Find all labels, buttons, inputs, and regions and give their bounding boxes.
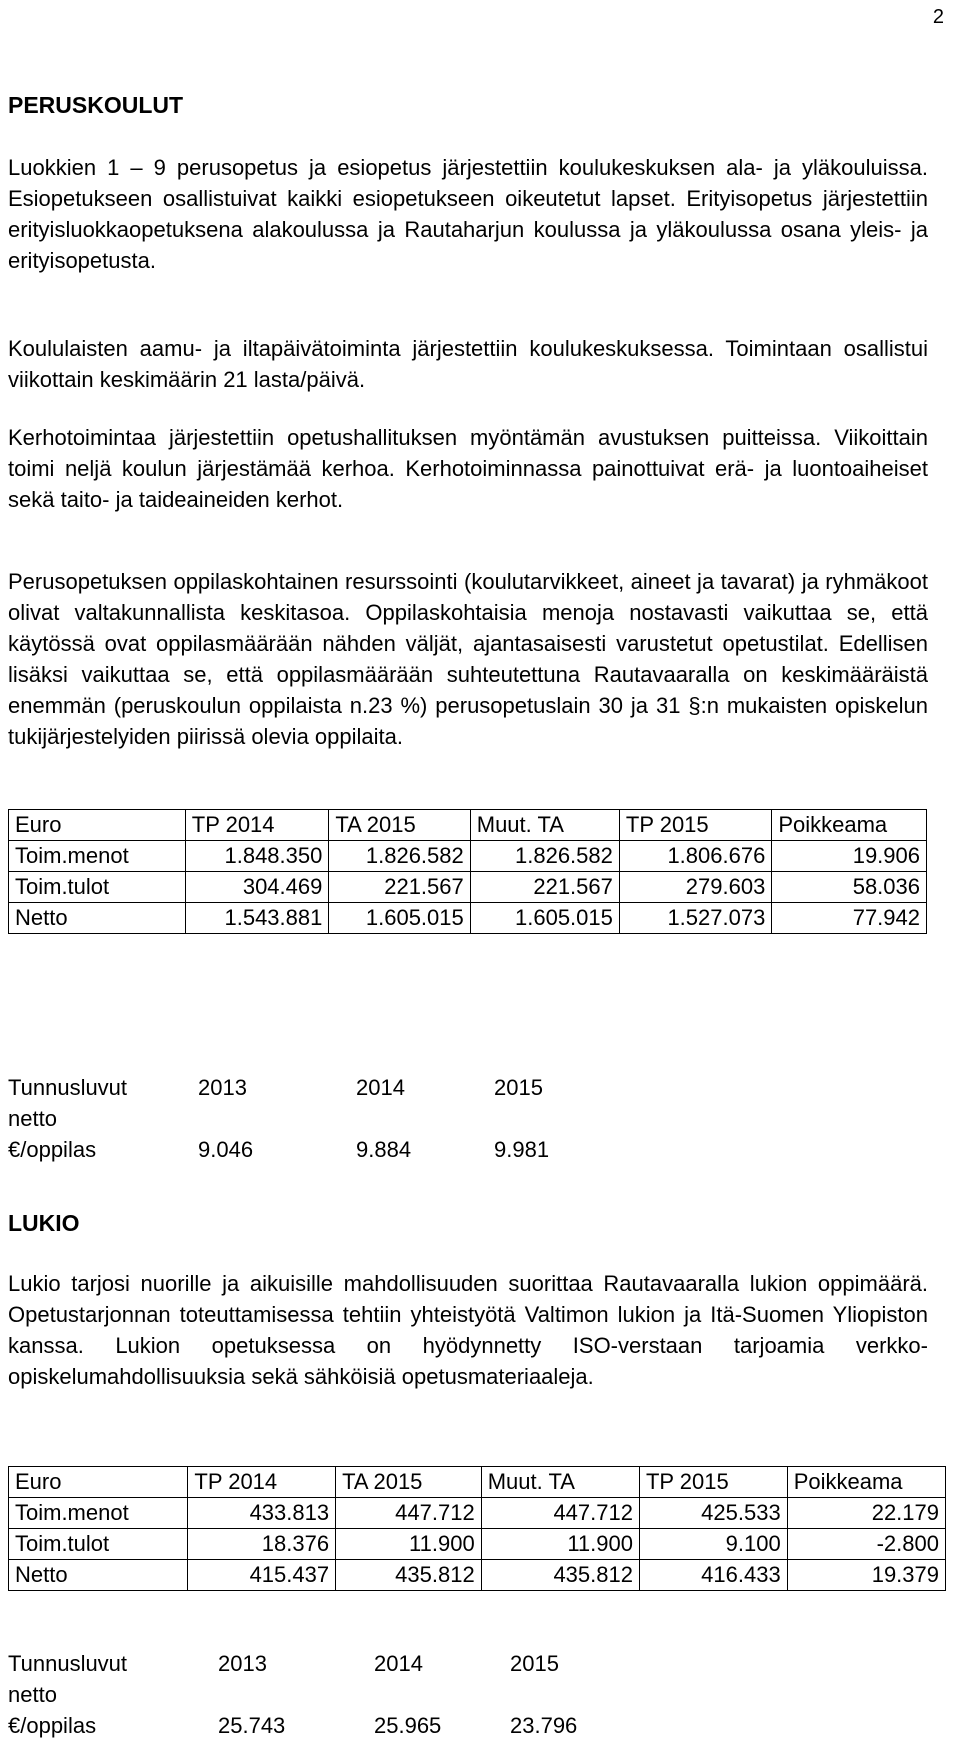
table-cell: 279.603 <box>619 872 771 903</box>
table-cell: 416.433 <box>639 1560 787 1591</box>
table-cell: Toim.menot <box>9 841 186 872</box>
kpi-year: 2015 <box>510 1651 559 1676</box>
kpi-block-peruskoulut <box>8 1072 549 1165</box>
table-cell: Toim.menot <box>9 1498 188 1529</box>
table-cell: 435.812 <box>481 1560 639 1591</box>
table-header-cell: TP 2014 <box>185 810 329 841</box>
table-cell: 433.813 <box>188 1498 336 1529</box>
kpi-label: Tunnusluvut <box>8 1075 128 1100</box>
paragraph: Kerhotoimintaa järjestettiin opetushallituksen myöntämän avustuksen puitteissa. Viikoittain toimi neljä koulun järjestämää kerhoa. Kerhotoiminnassa painottuivat erä- ja luontoaiheiset sekä taito- ja taideaineiden kerhot. <box>8 425 928 512</box>
table-header-cell: Poikkeama <box>772 810 927 841</box>
table-cell: Netto <box>9 903 186 934</box>
kpi-year: 2013 <box>198 1075 247 1100</box>
table-header-cell: Muut. TA <box>481 1467 639 1498</box>
table-row <box>9 1560 946 1591</box>
table-header-cell: Euro <box>9 1467 188 1498</box>
table-header-cell: TP 2015 <box>619 810 771 841</box>
table-cell: 1.806.676 <box>619 841 771 872</box>
table-cell: 58.036 <box>772 872 927 903</box>
table-row <box>9 1498 946 1529</box>
kpi-label: netto <box>8 1106 57 1131</box>
kpi-label: Tunnusluvut <box>8 1651 128 1676</box>
table-row <box>9 1529 946 1560</box>
page-number: 2 <box>932 6 944 28</box>
kpi-value: 9.884 <box>356 1137 412 1162</box>
kpi-label: netto <box>8 1682 57 1707</box>
kpi-value: 25.965 <box>374 1713 442 1738</box>
kpi-block-lukio <box>8 1648 577 1741</box>
table-cell: 19.379 <box>787 1560 945 1591</box>
table-cell: 9.100 <box>639 1529 787 1560</box>
table-cell: 11.900 <box>336 1529 482 1560</box>
budget-table-lukio <box>8 1466 946 1591</box>
table-cell: 1.605.015 <box>329 903 470 934</box>
kpi-value: 9.981 <box>494 1137 550 1162</box>
table-cell: 447.712 <box>336 1498 482 1529</box>
table-cell: 77.942 <box>772 903 927 934</box>
table-cell: 1.848.350 <box>185 841 329 872</box>
table-header-cell: TA 2015 <box>336 1467 482 1498</box>
table-cell: Toim.tulot <box>9 1529 188 1560</box>
table-cell: 425.533 <box>639 1498 787 1529</box>
kpi-year: 2013 <box>218 1651 267 1676</box>
table-row <box>9 903 927 934</box>
table-header-cell: TP 2015 <box>639 1467 787 1498</box>
table-cell: Netto <box>9 1560 188 1591</box>
table-row <box>9 872 927 903</box>
kpi-year: 2014 <box>356 1075 405 1100</box>
table-header-row <box>9 1467 946 1498</box>
paragraph: Luokkien 1 – 9 perusopetus ja esiopetus järjestettiin koulukeskuksen ala- ja yläkouluissa. Esiopetukseen osallistuivat kaikki esiopetukseen oikeutetut lapset. Erityisopetus järjestettiin erityisluokkaopetuksena alakoulussa ja Rautaharjun koulussa ja yläkoulussa osana yleis- ja erityisopetusta. <box>8 155 928 273</box>
kpi-year: 2015 <box>494 1075 543 1100</box>
table-cell: 1.527.073 <box>619 903 771 934</box>
table-cell: 447.712 <box>481 1498 639 1529</box>
kpi-year: 2014 <box>374 1651 423 1676</box>
section-heading-peruskoulut: PERUSKOULUT <box>8 92 184 118</box>
table-cell: 1.543.881 <box>185 903 329 934</box>
table-header-cell: TA 2015 <box>329 810 470 841</box>
table-cell: 435.812 <box>336 1560 482 1591</box>
table-cell: 221.567 <box>329 872 470 903</box>
table-row <box>9 841 927 872</box>
table-cell: -2.800 <box>787 1529 945 1560</box>
table-cell: 415.437 <box>188 1560 336 1591</box>
table-cell: 1.605.015 <box>470 903 619 934</box>
paragraph: Perusopetuksen oppilaskohtainen resurssointi (koulutarvikkeet, aineet ja tavarat) ja ryhmäkoot olivat valtakunnallista keskitasoa. Oppilaskohtaisia menoja nostavasti vaikuttaa se, että käytössä ovat oppilasmäärään nähden väljät, ajantasaisesti varustetut opetustilat. Edellisen lisäksi vaikuttaa se, että oppilasmäärään suhteutettuna Rautavaaralla on keskimääräistä enemmän (peruskoulun oppilaista n.23 %) perusopetuslain 30 ja 31 §:n mukaisten opiskelun tukijärjestelyiden piirissä olevia oppilaita. <box>8 569 928 749</box>
table-cell: 1.826.582 <box>470 841 619 872</box>
table-header-cell: TP 2014 <box>188 1467 336 1498</box>
table-header-cell: Euro <box>9 810 186 841</box>
section-heading-lukio: LUKIO <box>8 1210 80 1236</box>
paragraph: Lukio tarjosi nuorille ja aikuisille mahdollisuuden suorittaa Rautavaaralla lukion oppimäärä. Opetustarjonnan toteuttamisessa tehtiin yhteistyötä Valtimon lukion ja Itä-Suomen Yliopiston kanssa. Lukion opetuksessa on hyödynnetty ISO-verstaan tarjoamia verkko-opiskelumahdollisuuksia sekä sähköisiä opetusmateriaaleja. <box>8 1271 928 1389</box>
table-cell: 18.376 <box>188 1529 336 1560</box>
table-header-cell: Poikkeama <box>787 1467 945 1498</box>
table-header-cell: Muut. TA <box>470 810 619 841</box>
kpi-value: 25.743 <box>218 1713 286 1738</box>
kpi-label: €/oppilas <box>8 1137 97 1162</box>
table-cell: 304.469 <box>185 872 329 903</box>
table-cell: 22.179 <box>787 1498 945 1529</box>
table-header-row <box>9 810 927 841</box>
table-cell: 11.900 <box>481 1529 639 1560</box>
kpi-value: 9.046 <box>198 1137 254 1162</box>
kpi-label: €/oppilas <box>8 1713 97 1738</box>
table-cell: 1.826.582 <box>329 841 470 872</box>
table-cell: 19.906 <box>772 841 927 872</box>
table-cell: Toim.tulot <box>9 872 186 903</box>
paragraph: Koululaisten aamu- ja iltapäivätoiminta järjestettiin koulukeskuksessa. Toimintaan osallistui viikottain keskimäärin 21 lasta/päivä. <box>8 336 928 392</box>
table-cell: 221.567 <box>470 872 619 903</box>
budget-table-peruskoulut <box>8 809 927 934</box>
kpi-value: 23.796 <box>510 1713 578 1738</box>
